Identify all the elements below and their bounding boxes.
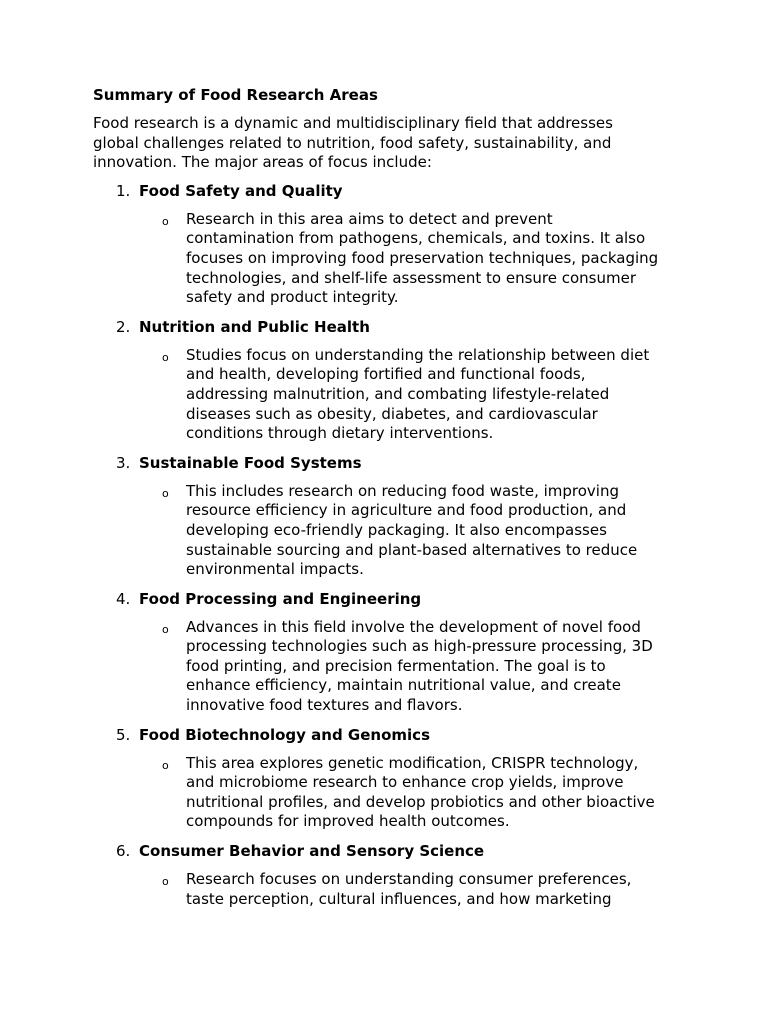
bullet-line: enhance efficiency, maintain nutritional value, and create bbox=[186, 676, 621, 695]
intro-line: global challenges related to nutrition, food safety, sustainability, and bbox=[93, 133, 612, 152]
bullet-line: nutritional profiles, and develop probiotics and other bioactive bbox=[186, 792, 655, 811]
research-area-section bbox=[93, 453, 693, 580]
bullet-line: Studies focus on understanding the relationship between diet bbox=[186, 345, 650, 364]
bullet-line: diseases such as obesity, diabetes, and cardiovascular bbox=[186, 404, 598, 423]
bullet-line: compounds for improved health outcomes. bbox=[186, 812, 510, 831]
bullet-line: processing technologies such as high-pressure processing, 3D bbox=[186, 637, 653, 656]
section-number: 2. bbox=[116, 317, 131, 336]
bullet-item bbox=[93, 210, 693, 308]
bullet-line: contamination from pathogens, chemicals, and toxins. It also bbox=[186, 229, 646, 248]
section-title: Food Safety and Quality bbox=[139, 181, 343, 200]
bullet-item bbox=[93, 346, 693, 444]
section-heading bbox=[93, 725, 693, 745]
section-title: Food Biotechnology and Genomics bbox=[139, 725, 430, 744]
bullet-text bbox=[186, 618, 693, 716]
bullet-text bbox=[186, 754, 693, 832]
intro-paragraph bbox=[93, 114, 693, 173]
bullet-line: resource efficiency in agriculture and food production, and bbox=[186, 501, 627, 520]
bullet-line: and microbiome research to enhance crop yields, improve bbox=[186, 773, 624, 792]
section-heading bbox=[93, 317, 693, 337]
bullet-marker-icon: o bbox=[162, 622, 169, 636]
bullet-text bbox=[186, 210, 693, 308]
research-areas-list bbox=[93, 181, 693, 909]
research-area-section bbox=[93, 181, 693, 308]
bullet-line: focuses on improving food preservation techniques, packaging bbox=[186, 248, 659, 267]
bullet-line: sustainable sourcing and plant-based alternatives to reduce bbox=[186, 540, 638, 559]
bullet-text bbox=[186, 870, 693, 909]
bullet-marker-icon: o bbox=[162, 758, 169, 772]
document-page bbox=[93, 85, 693, 918]
bullet-item bbox=[93, 754, 693, 832]
intro-line: innovation. The major areas of focus include: bbox=[93, 153, 432, 172]
bullet-line: This includes research on reducing food waste, improving bbox=[186, 481, 620, 500]
bullet-text bbox=[186, 346, 693, 444]
bullet-line: environmental impacts. bbox=[186, 560, 364, 579]
bullet-line: taste perception, cultural influences, and how marketing bbox=[186, 889, 612, 908]
bullet-line: Research in this area aims to detect and prevent bbox=[186, 209, 553, 228]
bullet-item bbox=[93, 870, 693, 909]
bullet-marker-icon: o bbox=[162, 214, 169, 228]
research-area-section bbox=[93, 725, 693, 832]
bullet-line: food printing, and precision fermentation. The goal is to bbox=[186, 656, 606, 675]
bullet-line: Advances in this field involve the development of novel food bbox=[186, 617, 641, 636]
research-area-section bbox=[93, 841, 693, 909]
section-number: 3. bbox=[116, 453, 131, 472]
bullet-line: This area explores genetic modification, CRISPR technology, bbox=[186, 753, 639, 772]
section-number: 1. bbox=[116, 181, 131, 200]
section-number: 6. bbox=[116, 842, 131, 861]
bullet-item bbox=[93, 482, 693, 580]
section-heading bbox=[93, 453, 693, 473]
research-area-section bbox=[93, 589, 693, 716]
section-title: Nutrition and Public Health bbox=[139, 317, 370, 336]
section-number: 5. bbox=[116, 725, 131, 744]
bullet-line: safety and product integrity. bbox=[186, 288, 399, 307]
bullet-text bbox=[186, 482, 693, 580]
bullet-line: addressing malnutrition, and combating lifestyle-related bbox=[186, 384, 610, 403]
section-heading bbox=[93, 181, 693, 201]
bullet-line: technologies, and shelf-life assessment to ensure consumer bbox=[186, 268, 637, 287]
section-heading bbox=[93, 841, 693, 861]
bullet-line: conditions through dietary interventions. bbox=[186, 424, 494, 443]
bullet-item bbox=[93, 618, 693, 716]
bullet-line: developing eco-friendly packaging. It also encompasses bbox=[186, 520, 607, 539]
intro-line: Food research is a dynamic and multidisciplinary field that addresses bbox=[93, 114, 613, 132]
bullet-marker-icon: o bbox=[162, 350, 169, 364]
document-title: Summary of Food Research Areas bbox=[93, 86, 378, 104]
section-title: Food Processing and Engineering bbox=[139, 589, 422, 608]
section-heading bbox=[93, 589, 693, 609]
section-title: Sustainable Food Systems bbox=[139, 453, 362, 472]
bullet-line: Research focuses on understanding consumer preferences, bbox=[186, 870, 632, 889]
bullet-marker-icon: o bbox=[162, 875, 169, 889]
bullet-line: and health, developing fortified and functional foods, bbox=[186, 365, 586, 384]
section-title: Consumer Behavior and Sensory Science bbox=[139, 842, 485, 861]
section-number: 4. bbox=[116, 589, 131, 608]
bullet-marker-icon: o bbox=[162, 486, 169, 500]
bullet-line: innovative food textures and flavors. bbox=[186, 696, 463, 715]
research-area-section bbox=[93, 317, 693, 444]
